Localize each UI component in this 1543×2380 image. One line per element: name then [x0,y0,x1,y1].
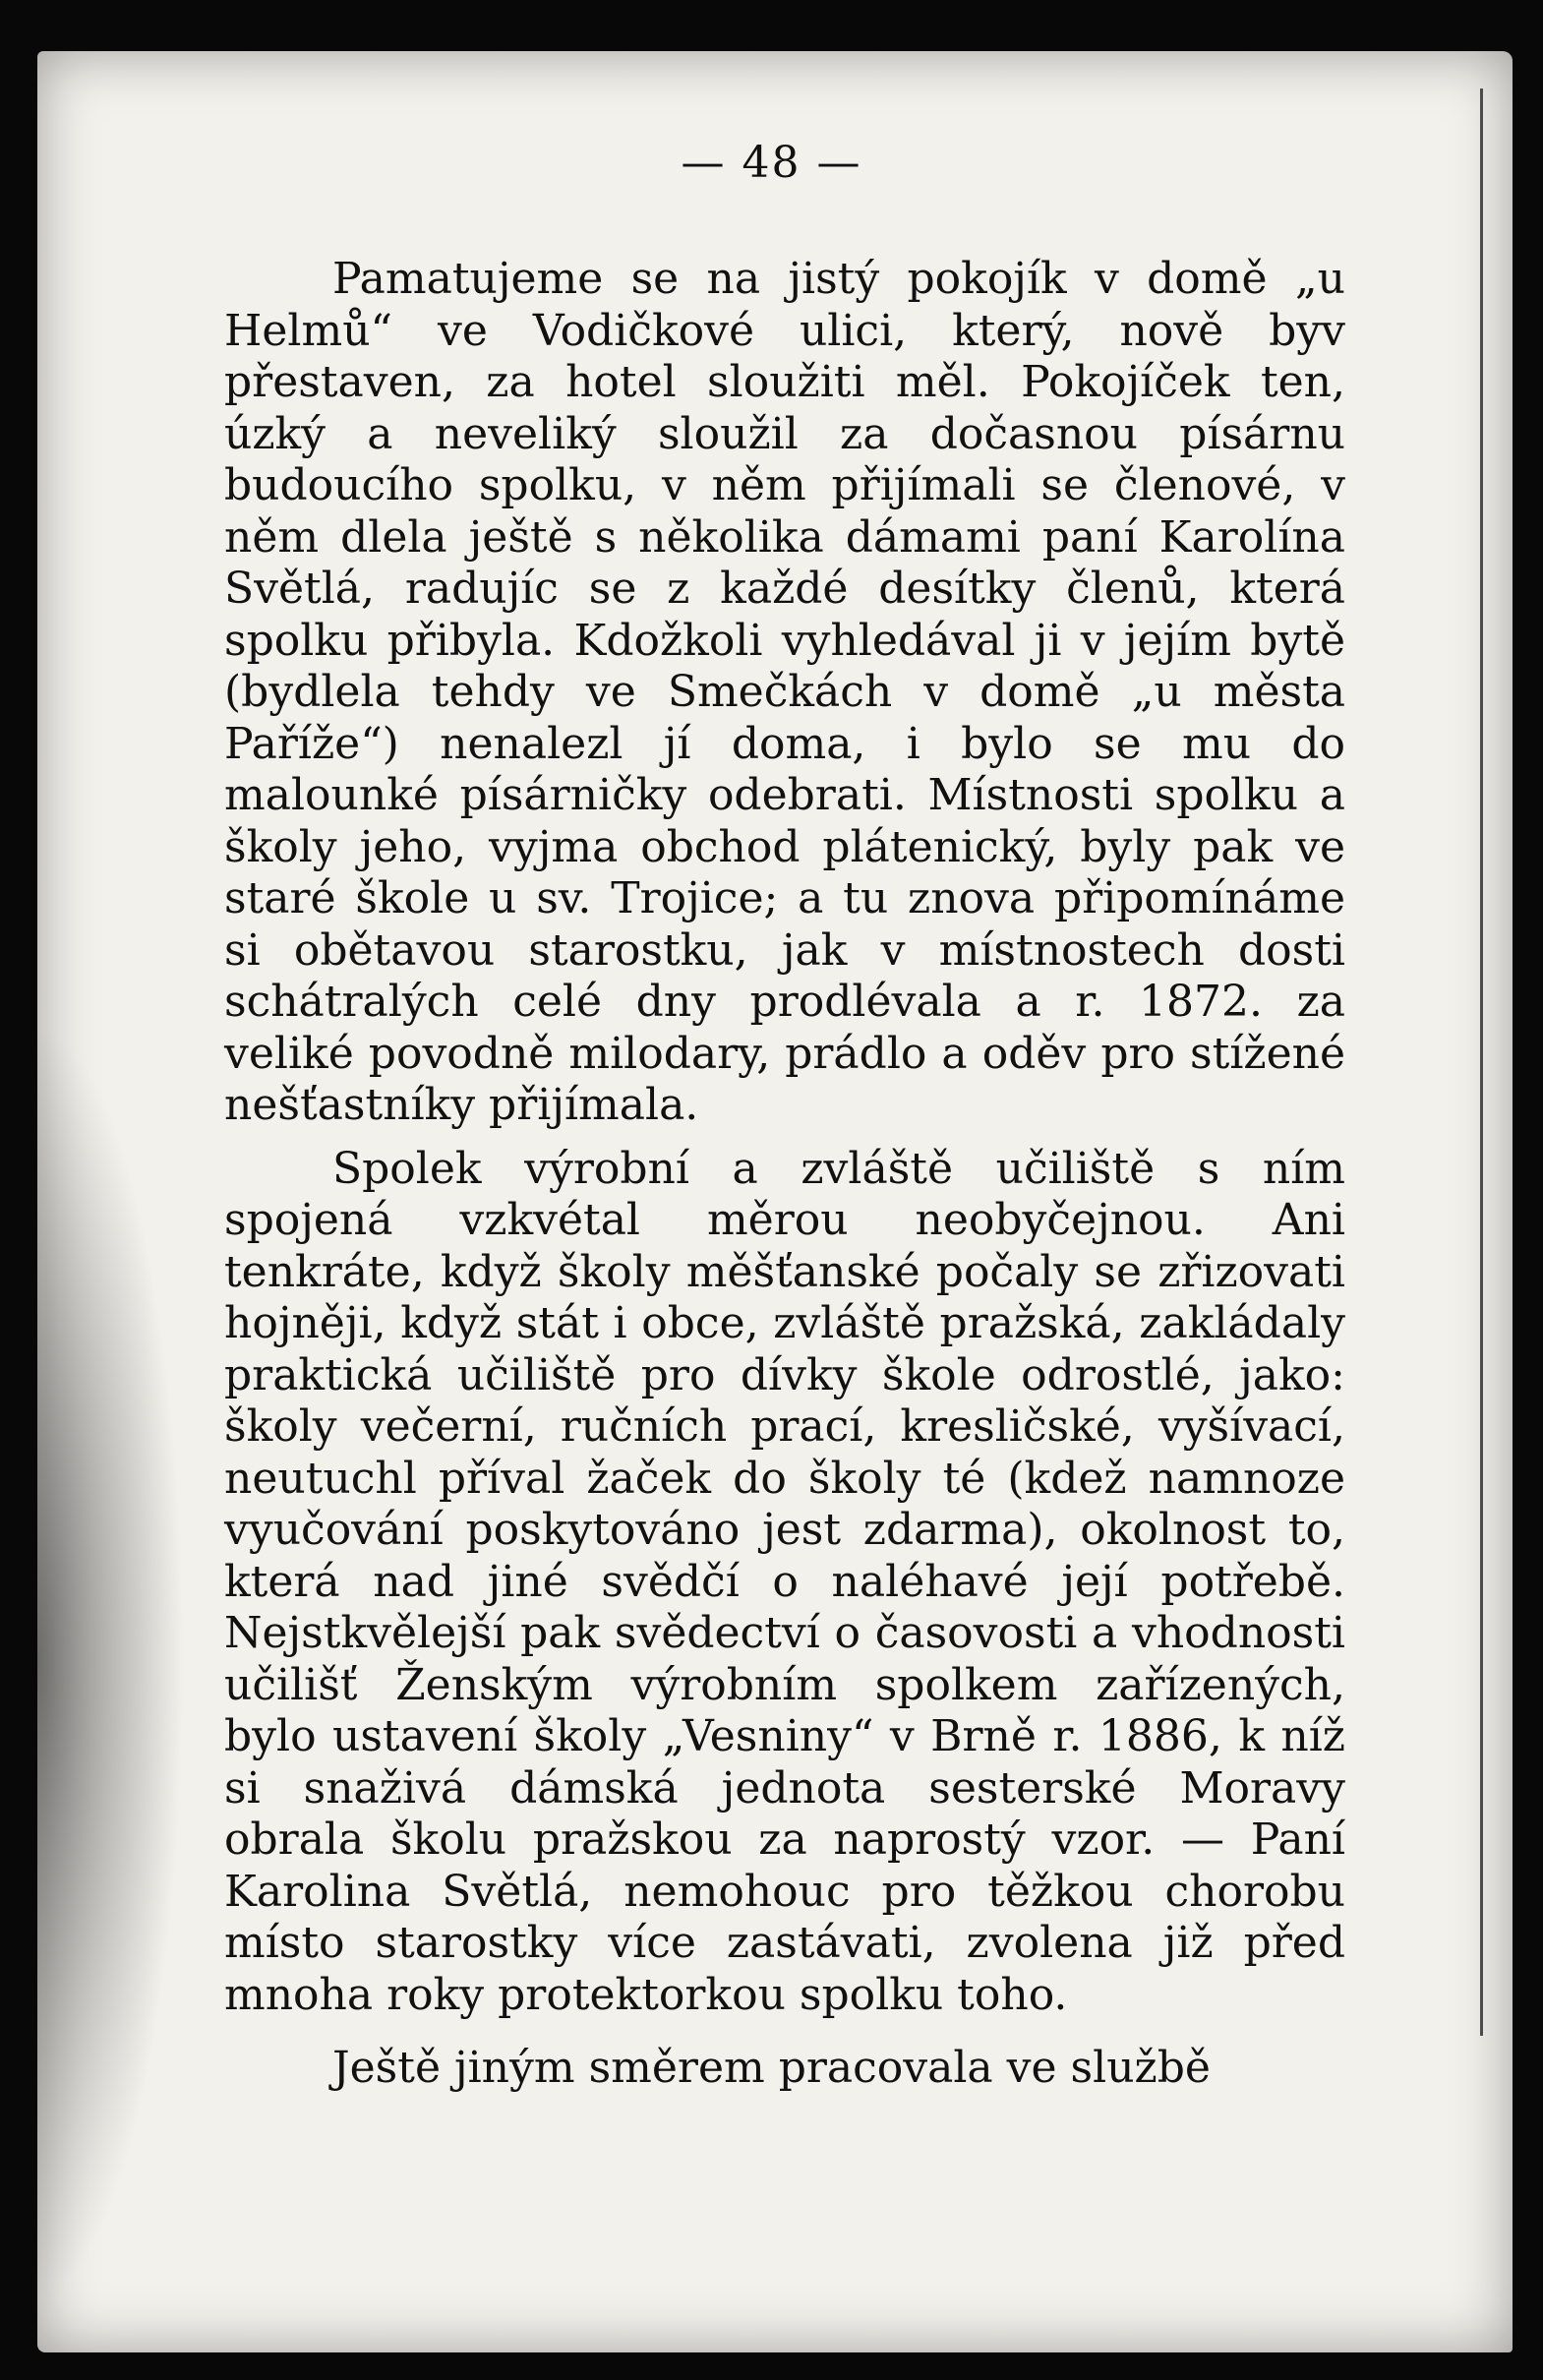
page-number: — 48 — [681,138,862,188]
paragraph: Ještě jiným směrem pracovala ve službě [332,2043,1211,2093]
paragraph: Pamatujeme se na jistý pokojík v domě „u Helmů“ ve Vodičkové ulici, který, nově byv přestaven, za hotel sloužiti měl. Pokojíček ten, úzký a neveliký sloužil za dočasnou písárnu budoucího spolku, v něm přijímali se členové, v něm dlela ještě s několika dámami paní Karolína Světlá, radujíc se z každé desítky členů, která spolku přibyla. Kdožkoli vyhledával ji v jejím bytě (bydlela tehdy ve Smečkách v domě „u města Paříže“) nenalezl jí doma, i bylo se mu do malounké písárničky odebrati. Místnosti spolku a školy jeho, vyjma obchod plátenický, byly pak ve staré škole u sv. Trojice; a tu znova připomínáme si obětavou starostku, jak v místnostech dosti schátralých celé dny prodlévala a r. 1872. za veliké povodně milodary, prádlo a oděv pro stížené nešťastníky přijímala. [224,254,1345,1130]
body-text [224,254,1345,2107]
paragraph: Spolek výrobní a zvláště učiliště s ním spojená vzkvétal měrou neobyčejnou. Ani tenkráte, když školy měšťanské počaly se zřizovati hojněji, když stát i obce, zvláště pražská, zakládaly praktická učiliště pro dívky škole odrostlé, jako: školy večerní, ručních prací, kresličské, vyšívací, neutuchl příval žaček do školy té (kdež namnoze vyučování poskytováno jest zdarma), okolnost to, která nad jiné svědčí o naléhavé její potřebě. Nejstkvělejší pak svědectví o časovosti a vhodnosti učilišť Ženským výrobním spolkem zařízených, bylo ustavení školy „Vesniny“ v Brně r. 1886, k níž si snaživá dámská jednota sesterské Moravy obrala školu pražskou za naprostý vzor. — Paní Karolina Světlá, nemohouc pro těžkou chorobu místo starostky více zastávati, zvolena již před mnoha roky protektorkou spolku toho. [224,1143,1345,2020]
